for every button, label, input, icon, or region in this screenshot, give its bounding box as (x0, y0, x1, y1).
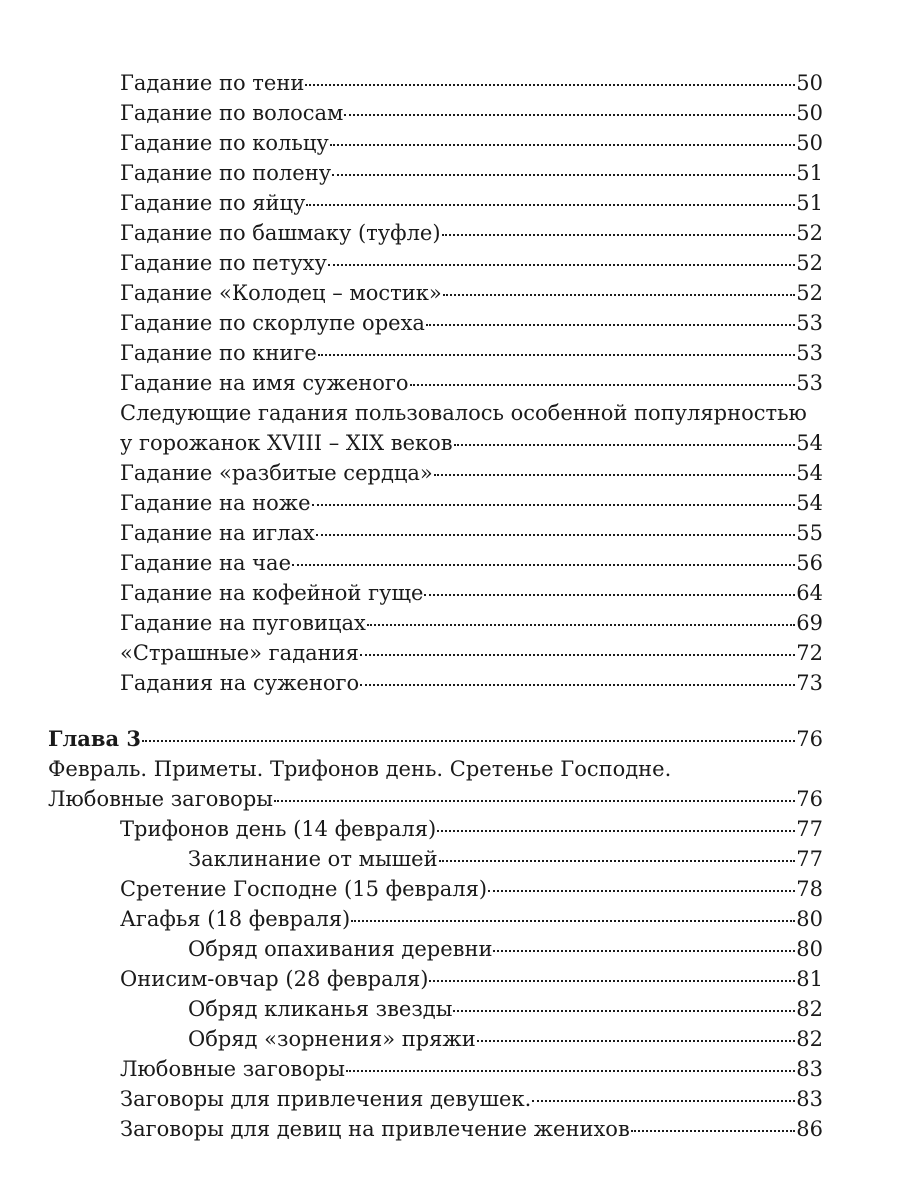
toc-entry[interactable] (48, 1114, 823, 1144)
toc-entry[interactable] (48, 814, 823, 844)
dot-leader (442, 233, 796, 236)
toc-entry[interactable] (48, 994, 823, 1024)
dot-leader (424, 593, 795, 596)
dot-leader (318, 353, 795, 356)
toc-entry-heading-line (48, 398, 823, 428)
toc-section-upper (48, 68, 823, 398)
toc-entry[interactable] (48, 518, 823, 548)
dot-leader (429, 979, 795, 982)
toc-entry-page: 76 (796, 787, 823, 811)
dot-leader (410, 383, 796, 386)
dot-leader (328, 263, 795, 266)
toc-entry-page: 54 (796, 491, 823, 515)
toc-entry-page: 53 (796, 311, 823, 335)
dot-leader (367, 623, 795, 626)
toc-entry[interactable] (48, 964, 823, 994)
dot-leader (346, 1069, 795, 1072)
toc-entry-title: Заговоры для привлечения девушек. (120, 1087, 532, 1111)
toc-entry[interactable] (48, 488, 823, 518)
toc-entry-page: 54 (796, 461, 823, 485)
toc-entry-page: 77 (796, 847, 823, 871)
dot-leader (344, 113, 795, 116)
toc-entry-page: 83 (796, 1087, 823, 1111)
toc-entry-page: 82 (796, 1027, 823, 1051)
toc-entry[interactable] (48, 218, 823, 248)
dot-leader (532, 1099, 795, 1102)
toc-entry-page: 78 (796, 877, 823, 901)
toc-entry-page: 53 (796, 371, 823, 395)
toc-entry-title: Гадание на пуговицах (120, 611, 366, 635)
dot-leader (443, 293, 796, 296)
dot-leader (437, 829, 795, 832)
toc-entry-page: 69 (796, 611, 823, 635)
toc-entry-title: Гадание по скорлупе ореха (120, 311, 425, 335)
toc-entry[interactable] (48, 278, 823, 308)
toc-entry-title: Гадание «разбитые сердца» (120, 461, 433, 485)
toc-entry-title: Гадание на ноже (120, 491, 311, 515)
toc-entry[interactable] (48, 128, 823, 158)
toc-entry[interactable] (48, 548, 823, 578)
toc-entry-page: 54 (796, 431, 823, 455)
toc-entry-title: Обряд «зорнения» пряжи (188, 1027, 476, 1051)
toc-entry-title: Агафья (18 февраля) (120, 907, 351, 931)
dot-leader (274, 799, 795, 802)
toc-chapter-entry[interactable] (48, 724, 823, 754)
toc-entry-title: Трифонов день (14 февраля) (120, 817, 437, 841)
toc-entry[interactable] (48, 784, 823, 814)
toc-entry[interactable] (48, 458, 823, 488)
toc-entry-title: Любовные заговоры (120, 1057, 345, 1081)
toc-entry-title: Заговоры для девиц на привлечение женихов (120, 1117, 630, 1141)
toc-entry-title: Гадание по кольцу (120, 131, 329, 155)
dot-leader (426, 323, 795, 326)
toc-entry-title: Онисим-овчар (28 февраля) (120, 967, 429, 991)
dot-leader (142, 739, 795, 742)
toc-entry-title: Гадание «Колодец – мостик» (120, 281, 442, 305)
dot-leader (312, 503, 796, 506)
toc-entry[interactable] (48, 904, 823, 934)
toc-entry-title: Гадание на кофейной гуще (120, 581, 424, 605)
dot-leader (360, 653, 795, 656)
toc-entry-page: 52 (796, 221, 823, 245)
toc-entry[interactable] (48, 368, 823, 398)
toc-entry-title: Гадание на чае (120, 551, 291, 575)
toc-entry-title: «Страшные» гадания (120, 641, 359, 665)
toc-entry-title: Гадание по волосам (120, 101, 344, 125)
toc-entry-page: 80 (796, 907, 823, 931)
toc-entry-page: 55 (796, 521, 823, 545)
toc-entry-title: Гадание по яйцу (120, 191, 306, 215)
toc-entry[interactable] (48, 578, 823, 608)
toc-entry-title: Любовные заговоры (48, 787, 273, 811)
dot-leader (439, 859, 796, 862)
section-gap (48, 698, 823, 724)
toc-entry-title: Гадание на иглах (120, 521, 315, 545)
toc-entry-title: у горожанок XVIII – XIX веков (120, 431, 453, 455)
toc-entry-page: 52 (796, 281, 823, 305)
dot-leader (488, 889, 795, 892)
toc-entry[interactable] (48, 1054, 823, 1084)
toc-entry[interactable] (48, 248, 823, 278)
toc-entry-page: 53 (796, 341, 823, 365)
toc-entry[interactable] (48, 1084, 823, 1114)
toc-entry[interactable] (48, 1024, 823, 1054)
toc-entry-page: 51 (796, 191, 823, 215)
toc-entry[interactable] (48, 308, 823, 338)
toc-entry-title: Заклинание от мышей (188, 847, 438, 871)
toc-entry-page: 77 (796, 817, 823, 841)
toc-entry-title: Гадание по полену (120, 161, 332, 185)
dot-leader (453, 1009, 795, 1012)
toc-section-upper-continued (48, 458, 823, 698)
dot-leader (454, 443, 796, 446)
toc-entry-page: 64 (796, 581, 823, 605)
toc-entry[interactable] (48, 934, 823, 964)
dot-leader (330, 143, 796, 146)
toc-entry[interactable] (48, 638, 823, 668)
dot-leader (434, 473, 796, 476)
toc-entry-page: 50 (796, 101, 823, 125)
toc-entry-title: Гадания на суженого (120, 671, 360, 695)
dot-leader (316, 533, 795, 536)
toc-entry-title: Обряд опахивания деревни (188, 937, 493, 961)
toc-entry-page: 81 (796, 967, 823, 991)
toc-entry[interactable] (48, 68, 823, 98)
toc-section-lower (48, 814, 823, 1144)
toc-entry-page: 83 (796, 1057, 823, 1081)
dot-leader (631, 1129, 795, 1132)
toc-entry-page: 72 (796, 641, 823, 665)
chapter-title: Глава 3 (48, 726, 142, 751)
toc-entry-title: Сретение Господне (15 февраля) (120, 877, 488, 901)
toc-entry[interactable] (48, 98, 823, 128)
chapter-subtitle: Февраль. Приметы. Трифонов день. Сретенье Господне. (48, 757, 672, 781)
toc-entry-page: 82 (796, 997, 823, 1021)
table-of-contents (48, 68, 823, 1144)
dot-leader (306, 203, 795, 206)
toc-entry-title: Обряд кликанья звезды (188, 997, 453, 1021)
toc-entry-page: 50 (796, 131, 823, 155)
dot-leader (477, 1039, 796, 1042)
toc-entry[interactable] (48, 158, 823, 188)
toc-entry-title: Следующие гадания пользовалось особенной популярностью (120, 401, 807, 425)
toc-entry-page: 86 (796, 1117, 823, 1141)
dot-leader (332, 173, 795, 176)
dot-leader (493, 949, 795, 952)
toc-entry-page: 56 (796, 551, 823, 575)
dot-leader (351, 919, 795, 922)
toc-entry-title: Гадание по башмаку (туфле) (120, 221, 441, 245)
toc-entry-page: 52 (796, 251, 823, 275)
toc-entry-title: Гадание на имя суженого (120, 371, 409, 395)
dot-leader (305, 83, 795, 86)
toc-entry-page: 51 (796, 161, 823, 185)
toc-entry[interactable] (48, 668, 823, 698)
toc-entry[interactable] (48, 338, 823, 368)
toc-entry[interactable] (48, 428, 823, 458)
toc-entry-title: Гадание по книге (120, 341, 317, 365)
toc-entry[interactable] (48, 844, 823, 874)
dot-leader (360, 683, 795, 686)
toc-entry[interactable] (48, 188, 823, 218)
toc-entry-page: 80 (796, 937, 823, 961)
toc-entry[interactable] (48, 874, 823, 904)
toc-entry-page: 50 (796, 71, 823, 95)
toc-entry-title: Гадание по петуху (120, 251, 327, 275)
toc-entry-title: Гадание по тени (120, 71, 305, 95)
dot-leader (292, 563, 795, 566)
chapter-page: 76 (796, 727, 823, 751)
toc-entry[interactable] (48, 608, 823, 638)
toc-entry-page: 73 (796, 671, 823, 695)
chapter-subtitle-line (48, 754, 823, 784)
